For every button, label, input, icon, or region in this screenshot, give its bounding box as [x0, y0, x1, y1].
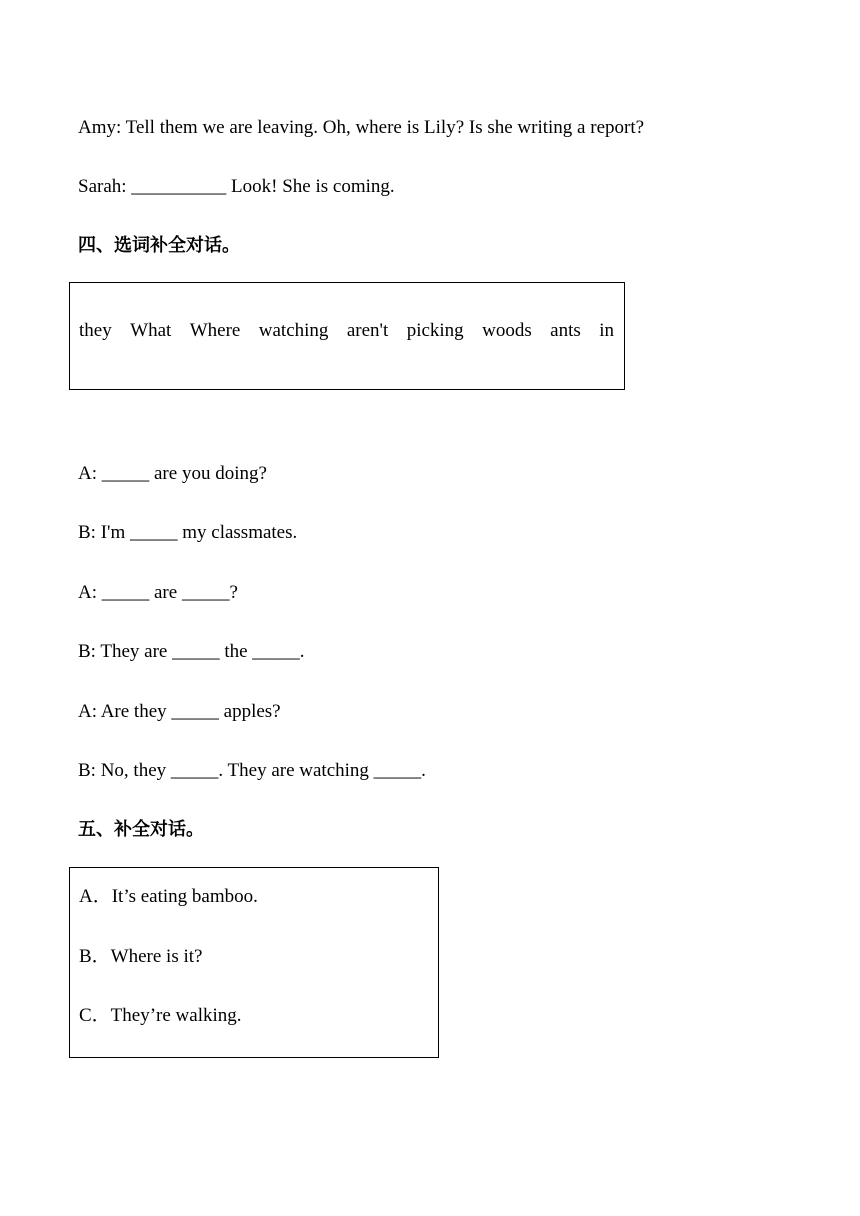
- section-4-heading: 四、选词补全对话。: [78, 235, 240, 256]
- word-bank-word: aren't: [346, 320, 389, 341]
- section-4-dialogue-line: B: They are _____ the _____.: [78, 641, 305, 662]
- section-5-heading: 五、补全对话。: [78, 819, 204, 840]
- word-bank-word: watching: [258, 320, 329, 341]
- section-4-dialogue-line: A: _____ are you doing?: [78, 463, 267, 484]
- section-4-dialogue-line: B: I'm _____ my classmates.: [78, 522, 298, 543]
- word-bank-word: in: [599, 320, 614, 341]
- word-bank-row: [79, 319, 614, 343]
- section-4-dialogue-line: A: Are they _____ apples?: [78, 701, 281, 722]
- word-bank-word: picking: [406, 320, 464, 341]
- section-4-dialogue-line: A: _____ are _____?: [78, 582, 238, 603]
- word-bank-box: [69, 282, 625, 390]
- section-4-dialogue-line: B: No, they _____. They are watching _____.: [78, 760, 426, 781]
- option-a: A．It’s eating bamboo.: [79, 886, 258, 907]
- word-bank-word: woods: [482, 320, 532, 341]
- option-b: B．Where is it?: [79, 946, 203, 967]
- option-c: C．They’re walking.: [79, 1005, 242, 1026]
- options-box: [69, 867, 439, 1058]
- word-bank-word: they: [79, 320, 112, 341]
- word-bank-word: Where: [189, 320, 241, 341]
- word-bank-word: What: [130, 320, 172, 341]
- dialogue-line-sarah: Sarah: __________ Look! She is coming.: [78, 176, 395, 197]
- word-bank-word: ants: [550, 320, 581, 341]
- dialogue-line-amy: Amy: Tell them we are leaving. Oh, where is Lily? Is she writing a report?: [78, 117, 645, 138]
